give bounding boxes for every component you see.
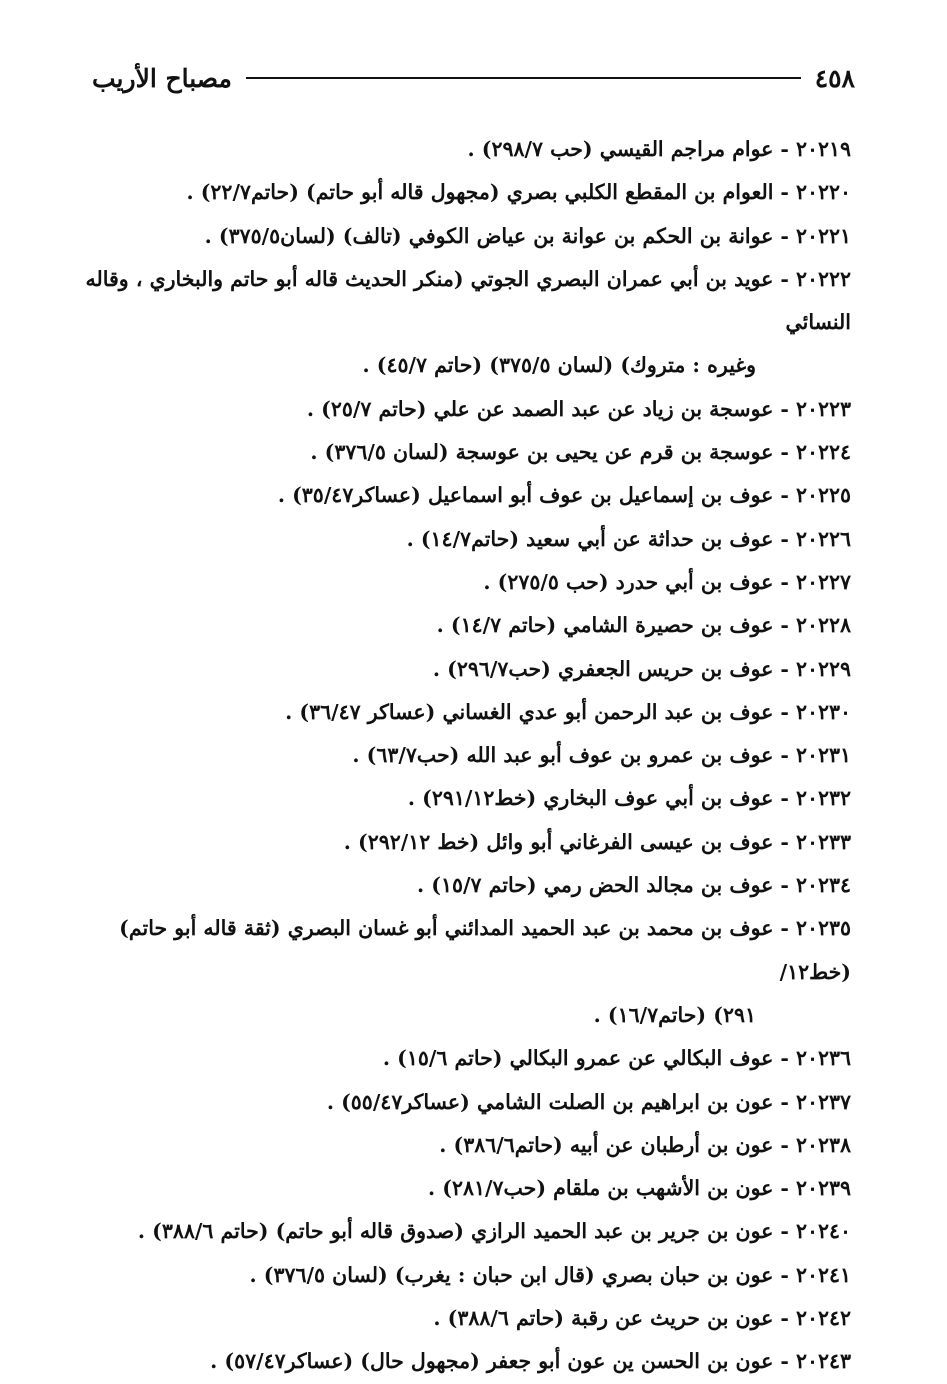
entry-number: ٢٠٢٢٢ [795,266,851,291]
entry-dash: - [780,786,789,811]
entry-item [82,777,851,820]
entry-dash: - [780,1219,789,1244]
entry-item [82,1167,851,1210]
entry-text: عوسجة بن قرم عن يحيى بن عوسجة (لسان ٣٧٦/٥) . [310,440,774,465]
entry-item [82,907,851,1037]
entry-text: عوف بن مجالد الحض رمي (حاتم ١٥/٧) . [417,873,774,898]
entry-text: عوف بن عبد الرحمن أبو عدي الغساني (عساكر ٣٦/٤٧) . [285,699,774,724]
entry-item [82,648,851,691]
entry-number: ٢٠٢٤٣ [795,1349,851,1374]
entry-number: ٢٠٢٢٣ [795,396,851,421]
entry-item [82,821,851,864]
entry-item [82,215,851,258]
entry-number: ٢٠٢٢٥ [795,483,851,508]
entry-item [82,388,851,431]
entry-dash: - [780,1306,789,1331]
entry-text: عون بن الحسن ين عون أبو جعفر (مجهول حال) (عساكر٥٧/٤٧) . [210,1349,774,1374]
entry-dash: - [780,569,789,594]
entry-text: عون بن جرير بن عبد الحميد الرازي (صدوق قاله أبو حاتم) (حاتم ٣٨٨/٦) . [137,1219,774,1244]
entry-item [82,431,851,474]
entry-number: ٢٠٢٣٧ [795,1089,851,1114]
entry-text: عوف بن محمد بن عبد الحميد المدائني أبو غسان البصري (ثقة قاله أبو حاتم) (خط١٢/ [119,916,851,984]
entry-dash: - [780,266,789,291]
entry-number: ٢٠٢٢٦ [795,526,851,551]
entry-dash: - [780,873,789,898]
entry-item [82,474,851,517]
entry-number: ٢٠٢٣١ [795,743,851,768]
entry-number: ٢٠٢٢٤ [795,440,851,465]
entry-item [82,1254,851,1297]
entry-text: عوف بن حداثة عن أبي سعيد (حاتم١٤/٧) . [406,526,774,551]
entry-text: عون بن حبان بصري (قال ابن حبان : يغرب) (لسان ٣٧٦/٥) . [249,1262,774,1287]
entry-text: عون بن أرطبان عن أبيه (حاتم٣٨٦/٦) . [439,1132,774,1157]
entry-list [82,128,851,1384]
entry-text: عوف البكالي عن عمرو البكالي (حاتم ١٥/٦) . [382,1046,774,1071]
entry-dash: - [780,440,789,465]
entry-dash: - [780,137,789,161]
entry-number: ٢٠٢٢٠ [795,180,851,205]
entry-dash: - [780,916,789,941]
entry-number: ٢٠٢٣٩ [795,1176,851,1201]
entry-text: عوف بن أبي حدرد (حب ٢٧٥/٥) . [483,569,774,594]
entry-dash: - [780,1046,789,1071]
entry-number: ٢٠٢٢٨ [795,613,851,638]
entry-item [82,561,851,604]
entry-item [82,864,851,907]
entry-dash: - [780,1176,789,1201]
entry-item [82,604,851,647]
entry-number: ٢٠٢٤٠ [795,1219,851,1244]
header-rule [246,77,801,79]
entry-item [82,1340,851,1383]
entry-number: ٢٠٢٤٢ [795,1306,851,1331]
entry-dash: - [780,180,789,205]
entry-number: ٢٠٢٤١ [795,1262,851,1287]
entry-number: ٢٠٢٣٨ [795,1132,851,1157]
entry-item [82,1081,851,1124]
entry-dash: - [780,699,789,724]
entry-text: عون بن الأشهب بن ملقام (حب٢٨١/٧) . [428,1176,774,1201]
entry-text: عوف بن أبي عوف البخاري (خط٢٩١/١٢) . [407,786,774,811]
entry-item [82,1210,851,1253]
entry-number: ٢٠٢٣٥ [795,916,851,941]
entry-dash: - [780,483,789,508]
entry-text: عوف بن إسماعيل بن عوف أبو اسماعيل (عساكر٣٥/٤٧) . [277,483,774,508]
entry-item [82,691,851,734]
entry-number: ٢٠٢١٩ [795,137,851,161]
entry-text: عون بن حريث عن رقبة (حاتم ٣٨٨/٦) . [433,1306,774,1331]
entry-text: العوام بن المقطع الكلبي بصري (مجهول قاله أبو حاتم) (حاتم٢٢/٧) . [186,180,774,205]
entry-text: عوام مراجم القيسي (حب ٢٩٨/٧) . [467,137,774,161]
entry-item [82,128,851,171]
entry-text: عون بن ابراهيم بن الصلت الشامي (عساكر٥٥/٤٧) . [326,1089,774,1114]
entry-number: ٢٠٢٣٢ [795,786,851,811]
entry-item [82,1124,851,1167]
entry-dash: - [780,526,789,551]
entry-text: عوسجة بن زياد عن عبد الصمد عن علي (حاتم ٢٥/٧) . [306,396,774,421]
entry-dash: - [780,1349,789,1374]
entry-dash: - [780,613,789,638]
entry-text: عوف بن حريس الجعفري (حب٢٩٦/٧) . [432,656,774,681]
entry-number: ٢٠٢٢١ [795,223,851,248]
entry-text: عوف بن حصيرة الشامي (حاتم ١٤/٧) . [436,613,774,638]
entry-number: ٢٠٢٢٧ [795,569,851,594]
entry-dash: - [780,1132,789,1157]
entry-item [82,1297,851,1340]
entry-dash: - [780,396,789,421]
entry-number: ٢٠٢٣٦ [795,1046,851,1071]
entry-item [82,171,851,214]
entry-text: عويد بن أبي عمران البصري الجوتي (منكر الحديث قاله أبو حاتم والبخاري ، وقاله النسائي [85,266,851,335]
entry-item [82,1037,851,1080]
page-header [92,58,855,98]
entry-dash: - [780,656,789,681]
entry-item [82,734,851,777]
entry-dash: - [780,1262,789,1287]
entry-dash: - [780,743,789,768]
entry-text: عوف بن عيسى الفرغاني أبو وائل (خط ٢٩٢/١٢) . [343,829,774,854]
entry-text: عوانة بن الحكم بن عوانة بن عياض الكوفي (تالف) (لسان٣٧٥/٥) . [204,223,774,248]
entry-item [82,258,851,388]
entry-number: ٢٠٢٣٤ [795,873,851,898]
entry-dash: - [780,829,789,854]
entry-number: ٢٠٢٣٠ [795,699,851,724]
running-title: مصباح الأريب [92,63,232,93]
entry-continuation: وغيره : متروك) (لسان ٣٧٥/٥) (حاتم ٤٥/٧) . [362,353,756,378]
entry-text: عوف بن عمرو بن عوف أبو عبد الله (حب٦٣/٧) . [352,743,774,768]
entry-item [82,518,851,561]
entry-number: ٢٠٢٣٣ [795,829,851,854]
page-number: ٤٥٨ [814,63,855,93]
entry-number: ٢٠٢٢٩ [795,656,851,681]
entry-dash: - [780,1089,789,1114]
entry-dash: - [780,223,789,248]
entry-continuation: ٢٩١) (حاتم١٦/٧) . [593,1002,756,1027]
